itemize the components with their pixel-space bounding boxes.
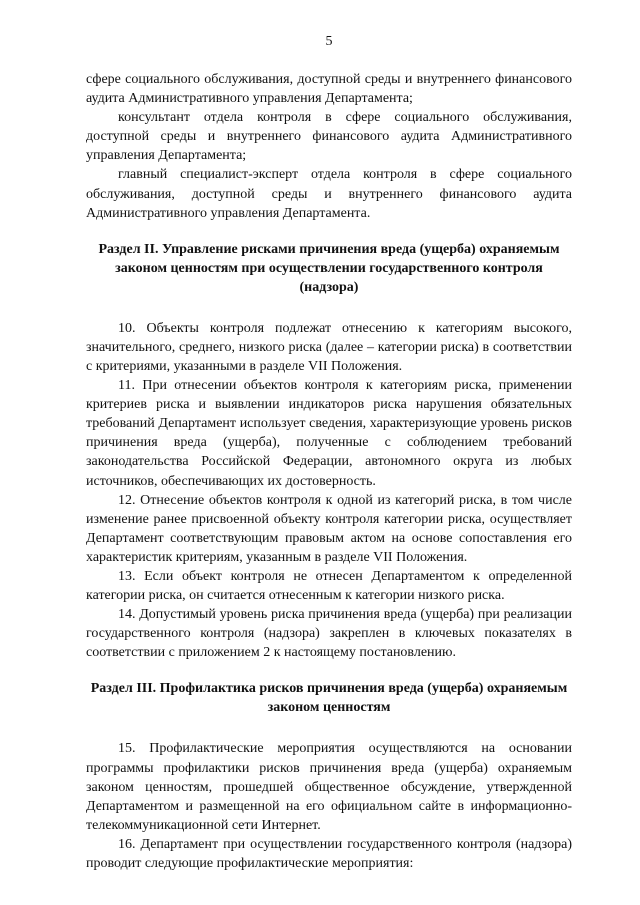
paragraph-15: 15. Профилактические мероприятия осуществляются на основании программы профилактики рисков причинения вреда (ущерба) охраняемым законом ценностям, прошедшей общественное обсуждение, утвержденной Департаментом и размещенной на его официальном сайте в информационно-телекоммуникационной сети Интернет.	[86, 741, 572, 833]
paragraph-12: 12. Отнесение объектов контроля к одной из категорий риска, в том числе изменение ранее присвоенной объекту контроля категории риска, осуществляет Департамент соответствующим правовым актом на основе сопоставления его характеристик критериям, указанным в разделе VII Положения.	[86, 492, 572, 565]
paragraph-14: 14. Допустимый уровень риска причинения вреда (ущерба) при реализации государственного контроля (надзора) закреплен в ключевых показателях в соответствии с приложением 2 к настоящему постановлению.	[86, 607, 572, 661]
paragraph-10: 10. Объекты контроля подлежат отнесению к категориям высокого, значительного, среднего, низкого риска (далее – категории риска) в соответствии с критериями, указанными в разделе VII Положения.	[86, 320, 572, 374]
list-item: главный специалист-эксперт отдела контроля в сфере социального обслуживания, доступной среды и внутреннего финансового аудита Административного управления Департамента.	[86, 167, 572, 221]
page-number: 5	[325, 34, 333, 49]
continuation-paragraph: сфере социального обслуживания, доступной среды и внутреннего финансового аудита Административного управления Департамента;	[86, 72, 572, 107]
list-item: консультант отдела контроля в сфере социального обслуживания, доступной среды и внутреннего финансового аудита Административного управления Департамента;	[86, 110, 572, 164]
paragraph-13: 13. Если объект контроля не отнесен Департаментом к определенной категории риска, он считается отнесенным к категории низкого риска.	[86, 568, 572, 604]
section-3-heading: Раздел III. Профилактика рисков причинения вреда (ущерба) охраняемым законом ценностям	[90, 681, 568, 716]
section-2-heading: Раздел II. Управление рисками причинения вреда (ущерба) охраняемым законом ценностям при осуществлении государственного контроля (надзора)	[98, 241, 560, 295]
paragraph-16: 16. Департамент при осуществлении государственного контроля (надзора) проводит следующие профилактические мероприятия:	[86, 836, 572, 871]
paragraph-11: 11. При отнесении объектов контроля к категориям риска, применении критериев риска и выявлении индикаторов риска нарушения обязательных требований Департамент использует сведения, характеризующие уровень рисков причинения вреда (ущерба), полученные с соблюдением требований законодательства Российской Федерации, автономного округа из любых источников, обеспечивающих их достоверность.	[86, 378, 572, 489]
